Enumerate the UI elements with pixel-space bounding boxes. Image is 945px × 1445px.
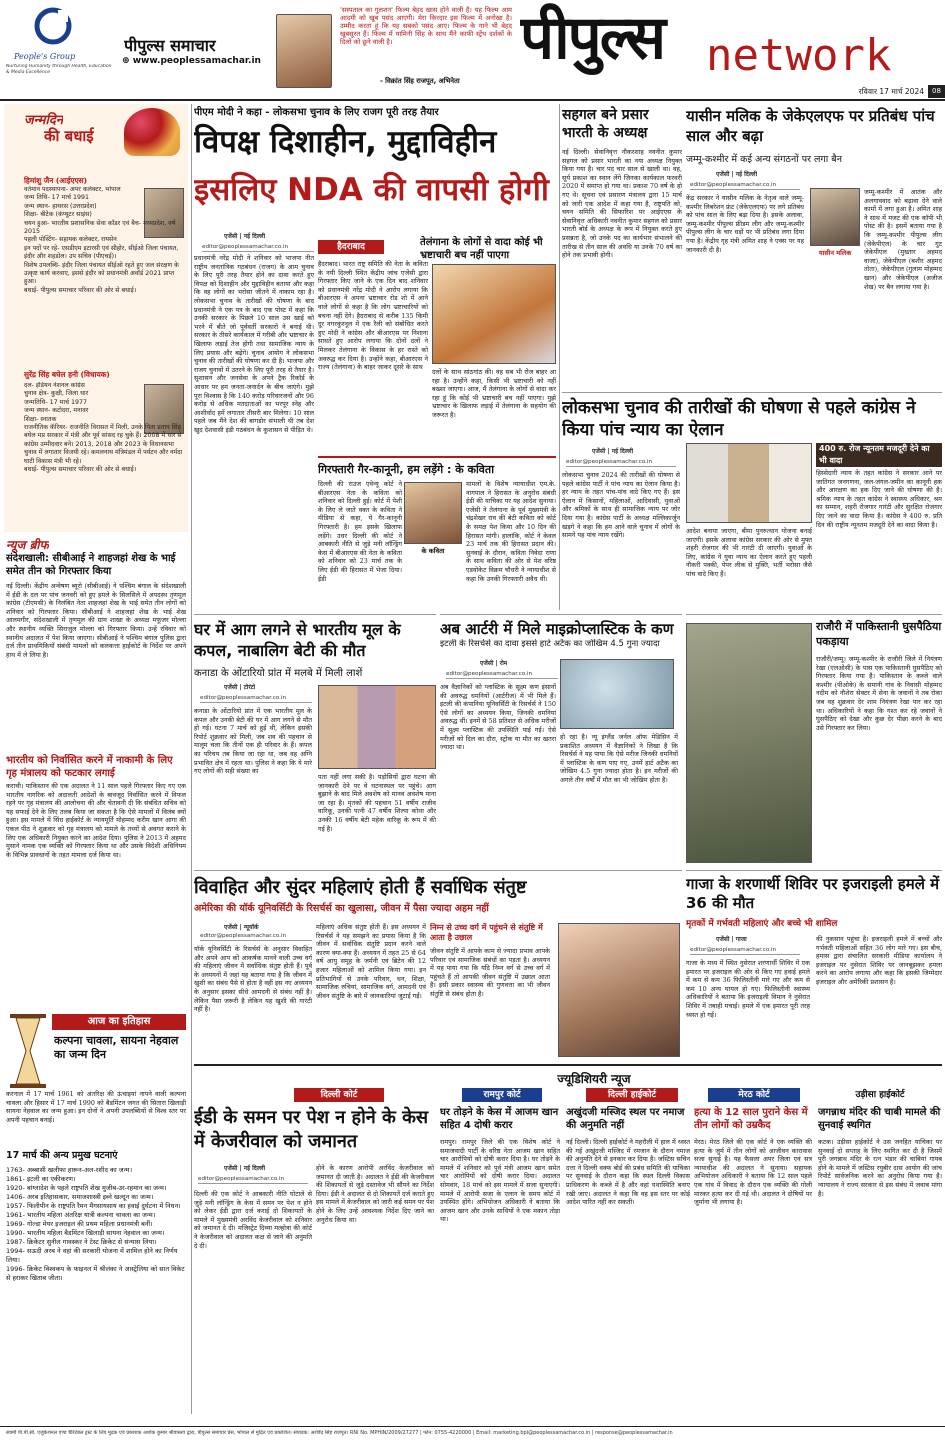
actor-quote: 'सस्पताल का गुलशन' फिल्म बेहद खास होने वाली है। यह फिल्म आम आदमी को खूब पसंद आएगी। मेरा किरदार इस फिल्म में अनोखा है। उम्मीद करता हूं कि यह सबको पसंद आए। फिल्म के गाने भी बेहद खूबसूरत हैं। फिल्म में यामिनी सिंह के साथ मैंने काफी स्ट्रेंथ दर्शकों के दिलों को छूने वाली है। [340,6,512,47]
c1-headline: ईडी के समन पर पेश न होने के केस में केजरीवाल को जमानत [194,1107,429,1152]
lead-headline-1: विपक्ष दिशाहीन, मुद्दाविहीन [194,124,497,160]
congress-byline: एजेंसी | नई दिल्ली [592,448,634,455]
website-url: www.peoplessamachar.in [132,56,261,66]
canada-text-1: कनाडा के ओंटारियो प्रांत में एक भारतीय मूल के कपल और उनकी बेटी की घर में आग लगने से मौत हो गई। घटना 7 मार्च को हुई थी, लेकिन इसकी रिपोर्ट शुक्रवार को मिली, जब शव की पहचान से मालूम चला कि तीनों एक ही परिवार के हैं। कपल का परिचय तब किया जा रहा था, जब वह अग्नि प्रभावित क्षेत्र में रहता था। पुलिस ने कहा कि ये मारे गए लोगों की सही संख्या का [194,707,312,776]
p1-name: हिमांशु जैन (आईएएस) [24,176,88,185]
survey-headline: विवाहित और सुंदर महिलाएं होती हैं सर्वाधिक संतुष्ट [194,877,527,898]
c1-byline: एजेंसी | नई दिल्ली [224,1165,266,1172]
survey-story [194,870,682,1060]
kavita-box [318,456,556,616]
microplastic-byline: एजेंसी | रोम [480,660,508,667]
kavita-text-1: दिल्ली की राउज एवेन्यू कोर्ट ने बीआरएस नेता के कविता को शनिवार को दिल्ली हुई। कोर्ट में पेशी के लिए ले जाते वक्त के कविता ने मीडिया से कहा, ये गैर-कानूनी गिरफ्तारी है। हम इसके खिलाफ लड़ेंगे। उधर दिल्ली की कोर्ट ने आबकारी नीति से जुड़े मनी लॉन्ड्रिंग केस में बीआरएस की नेता के कविता को शनिवार को 23 मार्च तक के लिए ईडी की हिरासत में भेजा दिया। ईडी [318,480,402,583]
news-brief [4,536,188,1006]
congress-box [816,443,942,611]
events-title: 17 मार्च की अन्य प्रमुख घटनाएं [6,1150,118,1161]
congress-story [562,392,942,612]
lead-story [194,104,556,624]
yasin-text-2: जम्मू-कश्मीर में आतंक और अलगाववाद को बढ़ावा देने वाले कामों में लगा हुआ है। अमित शाह ने साथ में मजट की एक कॉपी भी पोस्ट की है। इसमें बताया गया है कि जम्मू-कश्मीर पीपुल्स लीग (जेकेपीएल) के चार गुट जेकेपीएल (मुख्तार अहमद वाजा), जेकेपीएल (बशीर अहमद तोता), जेकेपीएल (गुलाम मोहम्मद खान) और जेकेपीएल (अजीज शेख) पर बैन लगाया गया है। [864,188,942,291]
masthead-rule [0,99,945,101]
congress-leaders-photo [686,443,812,523]
sehgal-text: नई दिल्ली। सेवानिवृत्त नौकरशाह नवनीत कुमार सहगल को प्रसार भारती का नया अध्यक्ष नियुक्त किया गया है। चार पद चार साल से खाली था। वह, सूर्य प्रकाश का स्थान लेंगे जिनका कार्यकाल फरवरी 2020 में समाप्त हो गया था। प्रकाश 70 वर्ष के हो गए थे। सूचना एवं प्रसारण मंत्रालय द्वारा 15 मार्च को जारी एक आदेश में कहा गया है, राष्ट्रपति को, चयन समिति की सिफारिश पर आईएएस के सेवानिवृत्त अधिकारी नवनीत कुमार सहगल को प्रसार भारती बोर्ड के अध्यक्ष के रूप में नियुक्त करते हुए प्रसन्नता है, जो उनके पद का कार्यभार संभालने की तारीख से तीन साल की अवधि या उनके 70 वर्ष का होने तक प्रभावी होगी। [562,148,682,260]
yasin-caption: यासीन मलिक [818,249,852,257]
group-tagline: Nurturing Humanity through Health, Education & Media Excellence [6,64,112,75]
rajouri-headline: राजौरी में पाकिस्तानी घुसपैठिया पकड़ाया [816,620,942,648]
kavita-photo [404,482,462,544]
survey-box [430,923,550,1057]
brand-hindi: पीपुल्स [520,3,665,73]
soldiers-photo [686,623,812,863]
microplastic-headline: अब आर्टरी में मिले माइक्रोप्लास्टिक के कण [440,620,674,638]
history-event: 1763- अब्बासी खलीफा हारून-अल-रशीद का जन्म। [6,1166,133,1174]
rajouri-story [686,614,942,866]
sehgal-headline: सहगल बने प्रसार भारती के अध्यक्ष [562,107,649,141]
c4-text: मेरठ। मेरठ जिले की एक कोर्ट ने एक व्यक्ति की हत्या के जुर्म में तीन लोगों को आजीवन कारावास सजा सुनाई है। यह फैसला अपर जिला एवं सत्र न्यायाधीश की अदालत ने सुनाया। सहायक अभियोजन अधिकारी ने बताया कि 12 साल पहले एक गांव में विवाद के दौरान एक व्यक्ति की गोली मारकर हत्या कर दी गई थी। अदालत ने दोषियों पर जुर्माना भी लगाया है। [694,1138,812,1207]
c2-text: रामपुर। रामपुर जिले की एक विशेष कोर्ट ने समाजवादी पार्टी के वरिष्ठ नेता आजम खान सहित चार आरोपियों को दोषी करार दिया है। घर तोड़ने के मामले में शनिवार को पूर्व मंत्री आजम खान समेत चार आरोपियों को दोषी करार दिया। अदालत सोमवार, 18 मार्च को इस मामले में सजा सुनाएगी। मामले में आरोपी सजा के एलान के समय कोर्ट में उपस्थित होंगे। अभियोजन अधिकारी ने बताया कि आजम खान और उनके साथियों ने एक मकान तोड़ा था। [440,1138,560,1224]
history-event: 1990- भारतीय महिला बैडमिंटन खिलाड़ी सायना नेहवाल का जन्म। [6,1229,165,1237]
group-name: People's Group [14,52,76,61]
col-divider-1 [191,104,192,1414]
lead-headline-2: इसलिए NDA की वापसी होगी [194,172,549,208]
history-headline: कल्पना चावला, सायना नेहवाल का जन्म दिन [54,1034,179,1061]
microplastic-story [440,614,682,866]
microplastic-email: editor@peoplessamachar.co.in [446,671,558,679]
yasin-headline: यासीन मलिक के जेकेएलएफ पर प्रतिबंध पांच साल और बढ़ा [686,107,935,145]
telangana-text-1: हैदराबाद। भारत राष्ट्र समिति की नेता के कविता के नयी दिल्ली स्थित केंद्रीय जांच एजेंसी द्वारा गिरफ्तार किए जाने के एक दिन बाद शनिवार को प्रधानमंत्री नरेंद्र मोदी ने आरोप लगाया कि बीआरएस ने अपना भ्रष्टाचार रोड शो में आने वाले लोगों से कहा है कि लोग भ्रष्टाचारियों को बचना नहीं देंगे। हैदराबाद से करीब 135 किमी दूर नगरकुरनूल में एक रैली को संबोधित करते हुए मोदी ने कांग्रेस और बीआरएस पर निशाना साधते हुए आरोप लगाया कि दोनों दलों ने मिलकर तेलंगाना के विकास के हर रास्ते को अवरुद्ध कर दिया है। उन्होंने कहा, बीआरएस ने राज्य (तेलंगाना) के बाहर जाकर दूसरे के साथ [318,260,428,372]
judiciary-section [194,1064,942,1416]
website [122,56,272,66]
c5-text: कटक। उड़ीसा हाईकोर्ट ने उस जनहित याचिका पर सुनवाई दो सप्ताह के लिए स्थगित कर दी है जिसमें पुरी जगन्नाथ मंदिर के रत्न भंडार की चाबियां गायब होने के मामले में जस्टिस रघुबीर दास आयोग की जांच रिपोर्ट सार्वजनिक करने का अनुरोध किया गया है। न्यायालय ने राज्य सरकार से इस संबंध में जवाब मांगा है। [818,1138,942,1198]
masthead [0,0,945,100]
c3-headline: अखुंदजी मस्जिद स्थल पर नमाज की अनुमति नहीं [566,1107,685,1131]
rajouri-text: राजौरी/जम्मू। जम्मू-कश्मीर के राजौरी जिले में नियंत्रण रेखा (एलओसी) के पास एक पाकिस्तानी घुसपैठिए को गिरफ्तार किया गया है। पाकिस्तान के कब्जे वाले कश्मीर (पीओके) के समानी गांव के निवासी मोहम्मद नदीम को नौशेरा सेक्टर में सेना के जवानों ने तब रोका जब वह शुक्रवार देर शाम नियंत्रण रेखा पार कर रहा था। अधिकारियों ने कहा कि गश्त कर रहे जवानों ने घुसपैठिए को देखा और कुछ देर पीछा करने के बाद उसे गिरफ्तार कर लिया। [816,655,942,732]
hyderabad-tag: हैदराबाद [318,240,384,254]
gaza-headline: गाजा के शरणार्थी शिविर पर इजराइली हमले में 36 की मौत [686,875,940,912]
gaza-byline: एजेंसी | गाजा [716,936,747,943]
c1-email: editor@peoplessamachar.co.in [198,1176,308,1184]
p1-text: वर्तमान पदस्थापना- अपर कलेक्टर, भोपाल जन्म तिथि- 17 मार्च 1991 जन्म स्थान- हाथरस (उत्तरप्रदेश) शिक्षा- बीटेक (कंप्यूटर साइंस) चयन हुआ- भारतीय प्रशासनिक सेवा कॉडर एवं बैच- मध्यप्रदेश, वर्ष 2015 पहली पोस्टिंग- सहायक कलेक्टर, रायसेन इन पदों पर रहे- एसडीएम इटारसी एवं सीहोर, सीईओ जिला पंचायत, इंदौर और शहडोल। उप सचिव (पीएचई)। विशेष उपलब्धि- इंदौर जिला पंचायत सीईओ रहते हुए जल संरक्षण के उत्कृष्ट कार्य करवाए, इससे इंदौर को प्रधानमंत्री अवॉर्ड 2021 प्राप्त हुआ। बधाई- पीपुल्स समाचार परिवार की ओर से बधाई। [24,186,179,294]
paper-name: पीपुल्स समाचार [124,36,216,55]
birthday-section [4,104,188,532]
c2-headline: घर तोड़ने के केस में आजम खान सहित 4 दोषी करार [440,1107,559,1131]
history-event: 1861- इटली का एकीकरण। [6,1175,76,1183]
judiciary-title: ज्यूडिशियरी न्यूज [557,1072,631,1086]
c1-text-2: होने के कारण आरोपी अरविंद केजरीवाल को जमानत दी जाती है। अदालत ने ईडी की केजरीवाल की शिकायतों से जुड़े दस्तावेज भी सौंपने का निर्देश दिया। ईडी ने अदालत से दो शिकायतें दर्ज कराते हुए इस मामले में केजरीवाल को जारी कई समन पर पेश होने के लिए उन्हें आवश्यक निर्देश दिए जाने का अनुरोध किया था। [316,1164,434,1224]
c3-text: नई दिल्ली। दिल्ली हाईकोर्ट ने महरौली में हाल में ध्वस्त की गई अखुंदजी मस्जिद में रमजान के दौरान नमाज की अनुमति देने से इनकार कर दिया है। जस्टिस सचिन दत्ता ने दिल्ली वक्फ बोर्ड की प्रबंध समिति की याचिका पर सुनवाई के दौरान कहा कि स्थल दिल्ली विकास प्राधिकरण के कब्जे में है और वहां यथास्थिति बनाए रखी जाए। अदालत ने कहा कि वह इस स्तर पर कोई आदेश पारित नहीं कर सकती। [566,1138,690,1207]
sehgal-story [562,104,682,388]
canada-headline: घर में आग लगने से भारतीय मूल के कपल, नाबालिग बेटी की मौत [194,620,401,660]
flower-basket-icon [124,108,180,156]
congress-text-2: आदेश बनाया जाएगा, बीमा पुनरुत्थान योजना बनाई जाएगी। इसके अलावा कांग्रेस सरकार की ओर से मुफ्त शहरी रोजगार की भी गारंटी दी जाएगी। युवाओं के लिए, कांग्रेस ने युवा न्याय का ऐलान करते हुए पहली नौकरी पक्की, पेपर लीक से मुक्ति, भर्ती भरोसा जैसे पांच वादे किए हैं। [686,527,812,578]
brief-headline-1: संदेशखाली: सीबीआई ने शाहजहां शेख के भाई समेत तीन को गिरफ्तार किया [6,553,176,577]
birthday-title: जन्मदिन [24,113,64,128]
gaza-sub: मृतकों में गर्भवती महिलाएं और बच्चे भी शामिल [686,919,838,929]
p2-name: सुरेंद्र सिंह बघेल हनी (विधायक) [24,370,110,379]
lead-kicker: पीएम मोदी ने कहा - लोकसभा चुनाव के लिए राजग पूरी तरह तैयार [194,107,439,118]
history-label: आज का इतिहास [52,1014,186,1030]
yasin-text-1: केंद्र सरकार ने यासीन मलिक के नेतृत्व वाले जम्मू-कश्मीर लिबरेशन फ्रंट (जेकेएलएफ) पर लगे प्रतिबंध को पांच साल के लिए बढ़ा दिया है। इसके अलावा, जम्मू-कश्मीर पीपुल्स फ्रीडम लीग और जम्मू-कश्मीर पीपुल्स लीग के चार धड़ों पर भी प्रतिबंध लगा दिया गया है। केंद्रीय गृह मंत्री अमित शाह ने एक्स पर यह जानकारी दी है। [686,194,804,254]
congress-headline: लोकसभा चुनाव की तारीखों की घोषणा से पहले कांग्रेस ने किया पांच न्याय का ऐलान [562,398,916,440]
brief-label: न्यूज ब्रीफ [6,538,49,552]
kavita-caption: के कविता [421,547,445,555]
survey-text-1: यॉर्क यूनिवर्सिटी के रिसर्चर्स के अनुसार विवाहित और अपने आप को आकर्षक मानने वाली उच्च वर्ग की महिलाएं जीवन में सर्वाधिक संतुष्ट होती हैं। पूर्व के अध्ययनों में जहां यह बताया गया है कि जीवन में खुशी का संबंध पैसे से होता है वहीं इस नए अध्ययन के अनुसार इसका सीधे आमदनी से संबंध नहीं है। लेकिन पैसा जरूरी है लेकिन यह खुशी की गारंटी नहीं है। [194,945,312,1014]
yasin-byline: एजेंसी | नई दिल्ली [716,171,758,178]
brief-text-2: कराची। पाकिस्तान की एक अदालत ने 11 साल पहले गिरफ्तार किए गए एक भारतीय नागरिक को अदालती आदेशों के बावजूद निर्वासित करने में विफल रहने पर गृह मंत्रालय की आलोचना की और चेतावनी दी कि संबंधित सचिव को यह सफाई देने के लिए तलब किया जा सकता है कि ऐसे मामलों में विलंब क्यों हुआ। इस मामले में सिंध हाईकोर्ट के न्यायमूर्ति मोहम्मद करीम खान आगा की एकल पीठ ने शुक्रवार को गृह मंत्रालय को मामले के तथ्यों से अवगत कराने के लिए एक अधिकारी नियुक्त करने का आदेश दिया। पुलिस ने 2013 में अहमद मुसाने नामक एक व्यक्ति को गिरफ्तार किया था और उसके विदेशी अधिनियम के विभिन्न प्रावधानों के तहत मामला दर्ज किया था। [6,782,186,859]
history-event: 1961- भारतीय महिला अंतरिक्ष यात्री कल्पना चावला का जन्म। [6,1211,156,1219]
events-list [6,1166,186,1412]
col-divider-2 [559,104,560,610]
actor-photo [276,14,332,88]
congress-email: editor@peoplessamachar.co.in [566,459,676,467]
microplastic-text-2: हो रहा है। न्यू इंग्लैंड जर्नल ऑफ मेडिसिन में प्रकाशित अध्ययन में वैज्ञानिकों ने लिखा है कि रिसर्चर्स ने यह पाया कि ऐसे मरीज जिनकी धमनियों में प्लास्टिक के कण पाए गए, उनमें हार्ट अटैक का जोखिम 4.5 गुना ज्यादा होता है। इन मरीजों की अगले तीन वर्षों में मौत का भी जोखिम होता है। [560,733,678,784]
gaza-text-1: गाजा के मध्य में स्थित नुसेरात शरणार्थी शिविर में एक इमारत पर इजराइल की ओर से किए गए हवाई हमले में कम से कम 36 फिलिस्तीनी मारे गए और कम से कम 10 अन्य घायल हो गए। फिलिस्तीनी स्वास्थ्य अधिकारियों ने बताया कि इजराइली विमान ने नुसेरात शिविर में तबाही मचाई। हमले में एक इमारत पूरी तरह ध्वस्त हो गई। [686,959,810,1019]
history-event: 1969- गोल्डा मेयर इजराइल की प्रथम महिला प्रधानमंत्री बनीं। [6,1220,153,1228]
lead-text: प्रधानमंत्री नरेंद्र मोदी ने शनिवार को भाजपा नीत राष्ट्रीय जनतांत्रिक गठबंधन (राजग) के आम चुनाव के लिए पूरी तरह तैयार होने का दावा करते हुए विपक्ष को दिशाहीन और मुद्दाविहीन बताया और कहा कि वह लोगों का भरोसा जीतने में नाकाम रहा है। लोकसभा चुनाव के तारीखों की घोषणा के बाद प्रधानमंत्री ने एक पत्र के बाद एक पोस्ट में कहा कि उनकी सरकार के पिछले 10 साल उस खाई को भरने में बीते जो पूर्ववर्ती सरकारों ने बनाई थी। सरकार के तीसरे कार्यकाल में गरीबी और भ्रष्टाचार के खिलाफ लड़ाई तेज होगी तथा सामाजिक न्याय के लिए प्रयास और बढ़ेंगे। चुनाव आयोग ने लोकसभा चुनाव की तारीखों की घोषणा कर दी है। भाजपा और राजग चुनावों में उतरने के लिए पूरी तरह से तैयार है। सुशासन और जनसेवा के अपने ट्रैक रिकॉर्ड के आधार पर हम जनता-जनार्दन के बीच जाएंगे। मुझे पूरा विश्वास है कि 140 करोड़ परिवारजनों और 96 करोड़ से अधिक मतदाताओं का भरपूर स्नेह और आशीर्वाद हमें लगातार तीसरी बार मिलेगा। 10 साल पहले जब मैंने देश की बागडोर संभाली थी तब देश खुद देशवासी इंडी गठबंधन के कुशासन से पीड़ित थे। [194,254,314,434]
c3-tag: दिल्ली हाईकोर्ट [586,1088,678,1102]
canada-email: editor@peoplessamachar.co.in [200,695,312,703]
history-event: 1406- अरब इतिहासकार, समाजशास्त्री इब्ने खल्दून का जन्म। [6,1193,154,1201]
canada-story [194,614,436,866]
kavita-text-2: मामलों के विशेष न्यायाधीश एम.के. नागपाल ने हिरासत के अनुरोध संबंधी ईडी की याचिका पर यह आदेश सुनाया। एजेंसी ने तेलंगाना के पूर्व मुख्यमंत्री के चंद्रशेखर राव की बेटी कविता को कोर्ट के समक्ष पेश किया और 10 दिन की हिरासत मांगी। हालांकि, कोर्ट ने केवल 23 मार्च तक की हिरासत प्रदान की। सुनवाई के दौरान, कविता निवेदा राणा के साथ कविता की ओर से पेश वरिष्ठ एडवोकेट विक्रम चौधरी ने न्यायाधीश से कहा कि उनकी गिरफ्तारी अवैध थी। [466,480,556,583]
issue-date: रविवार 17 मार्च 2024 [858,87,924,96]
congress-text-1: लोकसभा चुनाव 2024 की तारीखों की घोषणा से पहले कांग्रेस पार्टी ने पांच न्याय का ऐलान किया है। हर न्याय के तहत पांच-पांच वादे किए गए हैं। इस ऐलान में किसानों, महिलाओं, आदिवासी, युवाओं और श्रमिकों के साथ ही सामाजिक न्याय पर जोर दिया गया है। कांग्रेस पार्टी के अध्यक्ष मल्लिकार्जुन खड़गे ने कहा कि हम आने वाले चुनाव में लोगों के सामने यह पांच न्याय रखेंगे। [562,471,680,540]
survey-box-title: निम्न से उच्च वर्ग में पहुंचने से संतुष्टि में आता है उछाल [430,923,543,942]
history-event: 1994- सऊदी अरब ने वहां की सरकारी योजना में शामिल होने का निर्णय लिया। [6,1247,178,1264]
microscope-photo [560,659,674,729]
history-text: करनाल में 17 मार्च 1961 को अंतरिक्ष की ऊंचाइयां नापने वाली कल्पना चावला और हिसार में 17 मार्च 1990 को बैडमिंटन जगत की सितारा खिलाड़ी सायना नेहवाल का जन्म हुआ। इन दोनों ने अपनी उपलब्धियों से विश्व स्तर पर अपनी पहचान बनाई। [6,1090,186,1124]
c4-headline: हत्या के 12 साल पुराने केस में तीन लोगों को उम्रकैद [694,1107,808,1131]
gaza-text-2: की नुकसान पहुंचा है। इजराइली हमले में बच्चों और गर्भवती महिलाओं सहित 36 लोग मारे गए। इस बीच, हमास द्वारा संचालित सरकारी मीडिया कार्यालय ने इजराइल पर नुसेरात शिविर पर जानबूझकर हमला करने का आरोप लगाया और कहा कि इसकी जिम्मेदार इजराइल और अमेरिकी प्रशासन है। [816,935,942,986]
microplastic-sub: इटली के रिसर्चर्स का दावा इससे हार्ट अटैक का जोखिम 4.5 गुना ज्यादा [440,639,660,649]
family-photo [318,685,436,769]
gaza-story [686,870,942,1060]
history-event: 1996- क्रिकेट विश्वकप के फाइनल में श्रीलंका ने आस्ट्रेलिया को सात विकेट से हराकर खिताब जीता। [6,1265,185,1282]
history-event: 1920- बांग्लादेश के पहले राष्ट्रपति शेख मुजीब-उर-रहमान का जन्म। [6,1184,167,1192]
kavita-headline: गिरफ्तारी गैर-कानूनी, हम लड़ेंगे : के कविता [318,463,495,476]
yasin-sub: जम्मू-कश्मीर में कई अन्य संगठनों पर लगा बैन [686,154,842,165]
footer [0,1426,945,1445]
modi-photo [432,264,556,364]
history-event: 1987- क्रिकेटर सुनील गावस्कर ने टेस्ट क्रिकेट से संन्यास लिया। [6,1238,157,1246]
footer-text: स्वामी पी.पी.सी. एजुकेशनल एण्ड चैरिटेबल ट्रस्ट के लिए मुद्रक एवं प्रकाशक अशोक कुमार श्रीवास्तव द्वारा, पीपुल्स समाचार प्रेस, भोपाल से मुद्रित एवं प्रकाशित। संपादक: अरविंद सिंह राजपूत। RNI No. MPHIN/2009/27277 | फोन: 0755-4220000 | Email: marketing.bpl@peoplessamachar.co.in | response@peoplessamachar.in [6,1430,673,1436]
yasin-email: editor@peoplessamachar.co.in [690,182,800,190]
canada-sub: कनाडा के ओंटारियो प्रांत में मलबे में मिली लाशें [194,668,363,679]
survey-text-2: महिलाएं अधिक संतुष्ट होती हैं। इस अध्ययन में रिसर्चर्स ने यह समझने का प्रयास किया है कि जीवन में सर्वाधिक संतुष्टि प्रदान करने वाले कारण क्या-क्या हैं। अध्ययन में तहत 25 से 64 वर्ष आयु समूह के जर्मनी एवं ब्रिटेन की 12 हजार महिलाओं को शामिल किया गया। इन प्रतिभागियों से उनके परिवार, धन, शिक्षा, सामाजिक रुचियां, सामाजिक वर्ग, आमदनी एवं जीवन संतुष्टि के बारे में जानकारियां जुटाई गईं। [316,923,426,1000]
birthday-subtitle: की बधाई [44,127,94,145]
lead-email: editor@peoplessamachar.co.in [202,244,314,252]
history-event: 1957- फिलीपीन के राष्ट्रपति रैमन मैगसायसाय का हवाई दुर्घटना में निधन। [6,1202,181,1210]
c5-headline: जगन्नाथ मंदिर की चाबी मामले की सुनवाई स्थगित [818,1107,941,1131]
brand-english: network [706,30,892,81]
c4-tag: मेरठ कोर्ट [708,1088,800,1102]
globe-icon: ⊕ [122,56,130,66]
c5-tag: उड़ीसा हाईकोर्ट [830,1088,930,1102]
lead-byline: एजेंसी | नई दिल्ली [224,233,266,240]
hourglass-icon [8,1014,48,1088]
history-section [4,1014,188,1414]
survey-byline: एजेंसी | न्यूयॉर्क [224,924,259,931]
canada-text-2: पता नहीं लगा सकी है। पड़ोसियों द्वारा घटना की जानकारी देने पर वे घटनास्थल पर पहुंचे। आग बुझाने के बाद मिले अवशेष को मानव अवशेष माना जा रहा है। मृतकों की पहचान 51 वर्षीय राजीव वारिकू, उनकी पत्नी 47 वर्षीय शिल्पा कोथा और उनकी 16 वर्षीय बेटी महेक वारिकू के रूप में की गई है। [318,773,436,833]
congress-box-text: हिस्सेदारी न्याय के तहत कांग्रेस ने सरकार आने पर जातिगत जनगणना, जल-जंगल-जमीन का कानूनी हक और आरक्षण का हक दिए जाने की घोषणा की है। श्रमिक न्याय के तहत कांग्रेस ने स्वास्थ्य अधिकार, श्रम का सम्मान, शहरी रोजगार गारंटी और सुरक्षित रोजगार दिए जाने का वादा किया है। कांग्रेस ने 400 रु. प्रति दिन की राष्ट्रीय न्यूनतम मजदूरी देने का वादा किया है। [816,469,942,529]
telangana-text-2: दलों के साथ सांठगांठ की। वह सब भी रोज बाहर आ रहा है। उन्होंने कहा, किसी भी भ्रष्टाचारी को नहीं बख्शा जाएगा। आज, मैं तेलंगाना के लोगों से वादा कर रहा हूं कि कोई भी भ्रष्टाचारी बच नहीं पाएगा। मुझे भ्रष्टाचार के खिलाफ लड़ाई में तेलंगाना के सहयोग की जरूरत है। [432,368,556,419]
telangana-headline: तेलंगाना के लोगों से वादा कोई भी भ्रष्टाचारी बच नहीं पाएगा [420,237,543,261]
survey-text-3: जीवन संतुष्टि में आपके काम से ज्यादा प्रभाव आपके परिवार एवं सामाजिक संबंधों का पड़ता है। अध्ययन में यह पाया गया कि यदि निम्न वर्ग से उच्च वर्ग में पहुंचते हैं तो आपकी जीवन संतुष्टि में उछाल आता है। इसी प्रकार स्वास्थ्य की गुणवत्ता का भी जीवन संतुष्टि से संबंध होता है। [430,947,550,998]
brief-text-1: नई दिल्ली। केंद्रीय अन्वेषण ब्यूरो (सीबीआई) ने पश्चिम बंगाल के संदेशखाली में ईडी के दल पर पांच जनवरी को हुए हमले के सिलसिले में अपदस्थ तृणमूल कांग्रेस (टीएमसी) के निलंबित नेता शाहजहां शेख के भाई समेत तीन लोगों को शनिवार को गिरफ्तार किया। सीबीआई ने शाहजहां शेख के भाई शेख आलमगीर, संदेशखाली में तृणमूल की ग्राम शाखा के अध्यक्ष मफूजर मोल्ला और स्थानीय व्यक्ति सिराजुल मोल्ला को गिरफ्तार किया। उन्हें रविवार को स्थानीय अदालत में पेश किया जाएगा। सीबीआई ने पश्चिम बंगाल पुलिस द्वारा दर्ज तीन प्राथमिकियों संबंधी मामलों को कलकत्ता हाईकोर्ट के निर्देश पर अपने हाथ में ले लिया है। [6,582,186,659]
congress-box-title: 400 रु. रोज न्यूनतम मजदूरी देने का भी वादा [816,443,942,467]
peoples-group-logo [28,6,78,46]
yasin-story [686,104,942,388]
survey-email: editor@peoplessamachar.co.in [200,933,312,941]
yasin-photo [810,188,860,246]
logo-icon [28,6,78,46]
gaza-email: editor@peoplessamachar.co.in [690,947,800,955]
survey-sub: अमेरिका की यॉर्क यूनिवर्सिटी के रिसर्चर्स का खुलासा, जीवन में पैसा ज्यादा अहम नहीं [194,903,489,914]
c1-tag: दिल्ली कोर्ट [294,1088,384,1102]
canada-byline: एजेंसी | टोरंटो [224,684,256,691]
quote-author: - विक्रांत सिंह राजपूत, अभिनेता [380,77,460,85]
c2-tag: रामपुर कोर्ट [462,1088,542,1102]
p2-text: दल- इंडियन नेशनल कांग्रेस चुनाव क्षेत्र- कुक्षी, जिला धार जन्मतिथि- 17 मार्च 1977 जन्म स्थान- कटोदरा, मनावर शिक्षा- स्नातक राजनीतिक कॅरियर- राजनीति विरासत में मिली, उनके पिता प्रताप सिंह बघेल मप्र सरकार में मंत्री और पूर्व सांसद रह चुके हैं। 2008 में धार से कांग्रेस उम्मीदवार बने। 2013, 2018 और 2023 के विधानसभा चुनाव में लगातार विजयी रहे। कमलनाथ मंत्रिमंडल में पर्यटन और नर्मदा घाटी विकास मंत्री भी रहे। बधाई- पीपुल्स समाचार परिवार की ओर से बधाई। [24,382,183,474]
woman-photo [558,923,680,1057]
brief-headline-2: भारतीय को निर्वासित करने में नाकामी के लिए गृह मंत्रालय को फटकार लगाई [6,755,173,779]
microplastic-text-1: अब वैज्ञानिकों को प्लास्टिक के सूक्ष्म कण इंसानों की अवरुद्ध धमनियों (आर्टरीज) में भी मिले हैं। इटली की कंपानिया यूनिवर्सिटी के रिसर्चर्स ने 150 ऐसे लोगों का अध्ययन किया, जिनकी धमनियां अवरुद्ध थीं। इनमें से 58 प्रतिशत से अधिक मरीजों में सूक्ष्म प्लास्टिक की उपस्थिति पाई गई। ऐसे मरीजों को दिल का दौरा, स्ट्रोक या मौत का खतरा ज्यादा था। [440,683,556,752]
page-number: 08 [928,85,945,98]
c1-text-1: दिल्ली की एक कोर्ट ने आबकारी नीति घोटाले से जुड़े मनी लॉन्ड्रिंग के केस में समन पर पेश न होने को लेकर ईडी द्वारा दर्ज कराई दो शिकायतों के मामले में मुख्यमंत्री अरविंद केजरीवाल को शनिवार को जमानत दे दी। मजिस्ट्रेट दिव्या मल्होत्रा की कोर्ट ने केजरीवाल को अदालत कक्ष से जाने की अनुमति दे दी। [194,1190,312,1250]
